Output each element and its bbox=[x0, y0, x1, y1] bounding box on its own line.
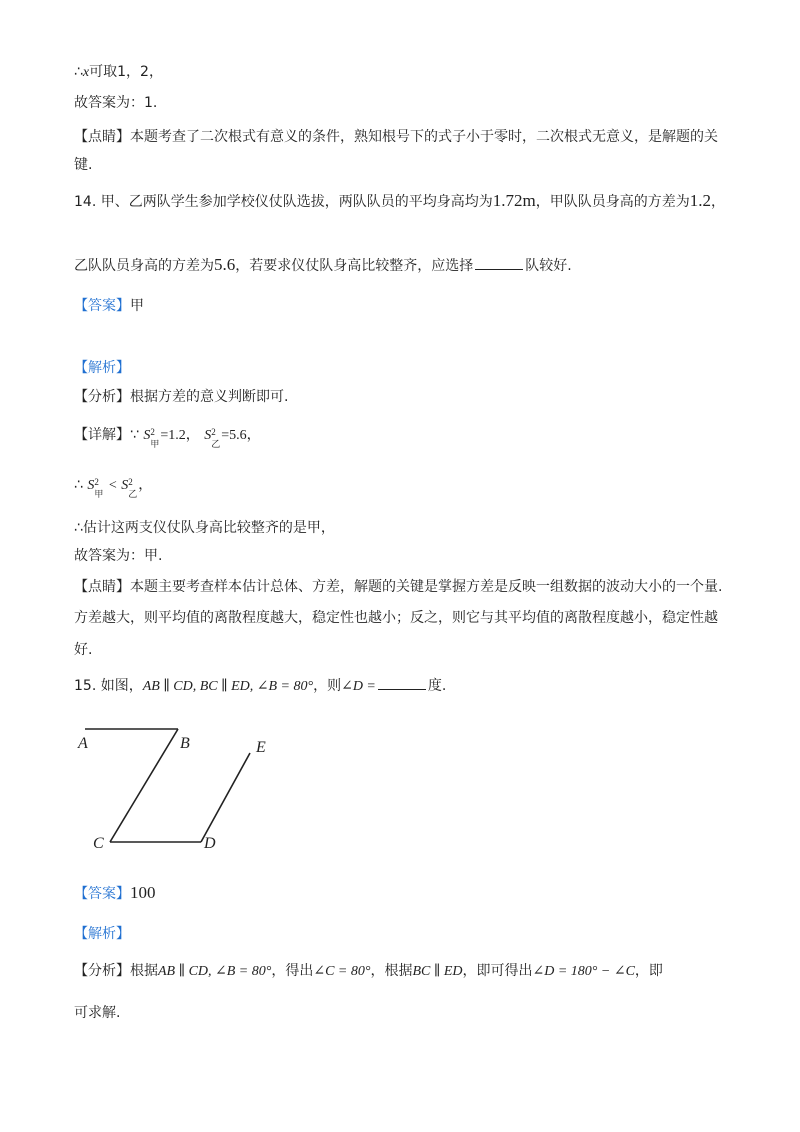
q15-angle-d: ∠D = bbox=[341, 679, 376, 694]
therefore-symbol: ∴ bbox=[74, 477, 83, 493]
s-letter: S bbox=[121, 478, 129, 493]
q14-point-line-3: 好. bbox=[74, 642, 93, 658]
segment-bc bbox=[110, 729, 178, 842]
q15-analysis-tag: 【解析】 bbox=[74, 926, 130, 942]
label-c: C bbox=[93, 835, 104, 852]
q15-suffix: 度. bbox=[427, 678, 447, 694]
fenxi-a: 根据 bbox=[130, 963, 158, 979]
answer-tag: 【答案】 bbox=[74, 886, 130, 902]
point-tag: 【点睛】 bbox=[74, 579, 130, 595]
fenxi-e: ，即 bbox=[634, 963, 663, 979]
fenxi-d: ，即可得出 bbox=[462, 963, 533, 979]
q13-answer-line: 故答案为：1. bbox=[74, 95, 158, 111]
comma: ， bbox=[246, 427, 261, 443]
s-yi-symbol bbox=[121, 477, 138, 499]
q14-compare-line bbox=[74, 475, 153, 499]
fenxi-text: 根据方差的意义判断即可. bbox=[130, 389, 289, 405]
s-jia-symbol bbox=[143, 427, 160, 449]
s-jia-symbol bbox=[87, 477, 104, 499]
sq-superscript: 2 bbox=[94, 477, 99, 487]
fenxi-tag: 【分析】 bbox=[74, 389, 130, 405]
eq2: =5.6 bbox=[221, 428, 247, 443]
q13-comment-line-2: 键. bbox=[74, 157, 93, 173]
q15-fenxi-line bbox=[74, 961, 663, 982]
fenxi-c: ，根据 bbox=[370, 963, 413, 979]
parallelogram-figure bbox=[60, 715, 300, 865]
q14-detail-line bbox=[74, 425, 261, 449]
yi-subscript: 乙 bbox=[128, 489, 138, 499]
eq1: =1.2， bbox=[160, 428, 200, 443]
values-text: 可取1，2， bbox=[89, 64, 163, 80]
fenxi-cond4: ∠D = 180° − ∠C bbox=[532, 964, 635, 979]
yi-subscript: 乙 bbox=[211, 439, 221, 449]
q14-text-f: 队较好. bbox=[525, 258, 572, 274]
q15-answer-line bbox=[74, 883, 156, 904]
answer-blank bbox=[378, 677, 426, 690]
sq-superscript: 2 bbox=[150, 427, 155, 437]
q13-comment-line bbox=[74, 127, 718, 147]
q14-mean: 1.72m bbox=[492, 191, 536, 210]
q14-answer: 甲 bbox=[130, 298, 144, 314]
comment-tag: 【点睛】 bbox=[74, 129, 130, 145]
detail-tag: 【详解】 bbox=[74, 427, 130, 443]
fenxi-tag: 【分析】 bbox=[74, 963, 130, 979]
q14-estimate-line: ∴估计这两支仪仗队身高比较整齐的是甲， bbox=[74, 520, 335, 536]
fenxi-cond1: AB ∥ CD, ∠B = 80° bbox=[158, 964, 272, 979]
q14-var-jia: 1.2 bbox=[689, 191, 711, 210]
q14-stem-line-2 bbox=[74, 255, 572, 276]
q15-fenxi-line-2: 可求解. bbox=[74, 1005, 121, 1021]
q14-text-e: ，若要求仪仗队身高比较整齐，应选择 bbox=[235, 258, 474, 274]
q15-answer: 100 bbox=[130, 883, 156, 902]
s-letter: S bbox=[204, 428, 212, 443]
q14-point-line-2: 方差越大，则平均值的离散程度越大，稳定性也越小；反之，则它与其平均值的离散程度越小，稳定性越 bbox=[74, 610, 718, 626]
label-d: D bbox=[204, 835, 216, 852]
s-yi-symbol bbox=[204, 427, 221, 449]
q15-prefix: 15. 如图， bbox=[74, 678, 143, 694]
q14-fenxi-line bbox=[74, 387, 288, 407]
q15-mid: ，则 bbox=[313, 678, 342, 694]
jia-subscript: 甲 bbox=[150, 439, 160, 449]
fenxi-b: ，得出 bbox=[271, 963, 314, 979]
q14-analysis-tag: 【解析】 bbox=[74, 360, 130, 376]
s-letter: S bbox=[87, 478, 95, 493]
q14-text-d: 乙队队员身高的方差为 bbox=[74, 258, 214, 274]
fenxi-cond2: ∠C = 80° bbox=[313, 964, 371, 979]
s-letter: S bbox=[143, 428, 151, 443]
fenxi-cond3: BC ∥ ED bbox=[412, 964, 463, 979]
comma: ， bbox=[138, 477, 153, 493]
less-than: < bbox=[108, 478, 117, 493]
answer-tag: 【答案】 bbox=[74, 298, 130, 314]
q14-final-line: 故答案为：甲. bbox=[74, 548, 163, 564]
label-b: B bbox=[180, 735, 190, 752]
answer-blank bbox=[475, 257, 523, 270]
comment-text: 本题考查了二次根式有意义的条件，熟知根号下的式子小于零时，二次根式无意义，是解题的关 bbox=[130, 129, 718, 145]
segment-de bbox=[201, 753, 250, 842]
q14-text-a: 14. 甲、乙两队学生参加学校仪仗队选拔，两队队员的平均身高均为 bbox=[74, 194, 493, 210]
q14-text-b: ，甲队队员身高的方差为 bbox=[535, 194, 690, 210]
q13-values-line bbox=[74, 62, 163, 83]
therefore-symbol: ∴ bbox=[74, 64, 83, 80]
q14-point-line-1 bbox=[74, 577, 722, 597]
sq-superscript: 2 bbox=[211, 427, 216, 437]
q14-var-yi: 5.6 bbox=[214, 255, 236, 274]
q14-stem-line-1 bbox=[74, 191, 725, 212]
q14-answer-line bbox=[74, 296, 144, 316]
q15-condition: AB ∥ CD, BC ∥ ED, ∠B = 80° bbox=[142, 679, 314, 694]
label-a: A bbox=[78, 735, 88, 752]
point-text-1: 本题主要考查样本估计总体、方差，解题的关键是掌握方差是反映一组数据的波动大小的一个量. bbox=[130, 579, 723, 595]
var-x: x bbox=[82, 65, 90, 80]
jia-subscript: 甲 bbox=[94, 489, 104, 499]
because-symbol: ∵ bbox=[130, 427, 139, 443]
label-e: E bbox=[256, 739, 266, 756]
q14-text-c: ， bbox=[710, 194, 725, 210]
sq-superscript: 2 bbox=[128, 477, 133, 487]
q15-stem-line bbox=[74, 676, 446, 697]
